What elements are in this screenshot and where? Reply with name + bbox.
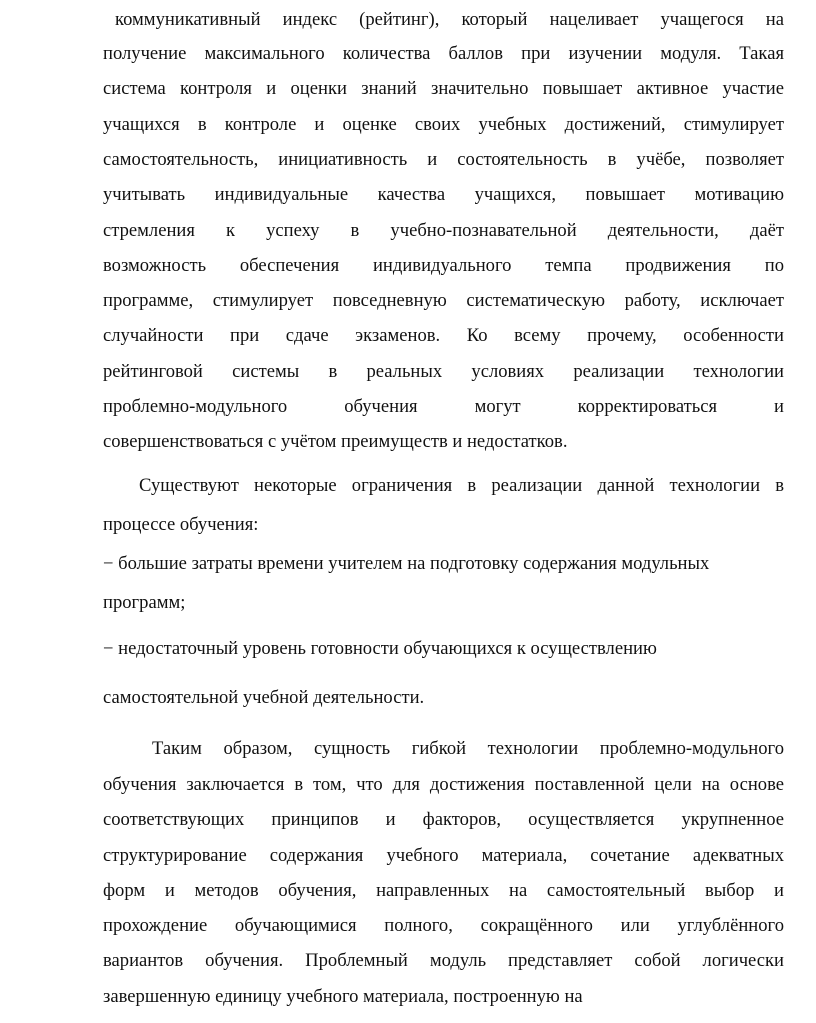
text-line: возможность обеспечения индивидуального темпа продвижения по: [103, 255, 784, 276]
text-line: форм и методов обучения, направленных на самостоятельный выбор и: [103, 880, 784, 901]
text-line: программ;: [103, 592, 186, 613]
text-line: учитывать индивидуальные качества учащихся, повышает мотивацию: [103, 184, 784, 205]
text-line: обучения заключается в том, что для достижения поставленной цели на основе: [103, 774, 784, 795]
text-line: процессе обучения:: [103, 514, 259, 535]
text-line: стремления к успеху в учебно-познавательной деятельности, даёт: [103, 220, 784, 241]
text-line: Таким образом, сущность гибкой технологии проблемно-модульного: [152, 738, 784, 759]
text-line: самостоятельной учебной деятельности.: [103, 687, 425, 708]
text-line: система контроля и оценки знаний значительно повышает активное участие: [103, 78, 784, 99]
text-line: рейтинговой системы в реальных условиях реализации технологии: [103, 361, 784, 382]
text-line: учащихся в контроле и оценке своих учебных достижений, стимулирует: [103, 114, 784, 135]
text-line: коммуникативный индекс (рейтинг), который нацеливает учащегося на: [115, 9, 784, 30]
text-line: самостоятельность, инициативность и состоятельность в учёбе, позволяет: [103, 149, 784, 170]
list-item: − недостаточный уровень готовности обучающихся к осуществлению: [103, 638, 657, 659]
text-line: проблемно-модульного обучения могут корректироваться и: [103, 396, 784, 417]
text-line: прохождение обучающимися полного, сокращённого или углублённого: [103, 915, 784, 936]
text-line: получение максимального количества баллов при изучении модуля. Такая: [103, 43, 784, 64]
list-item: − большие затраты времени учителем на подготовку содержания модульных: [103, 553, 710, 574]
text-line: соответствующих принципов и факторов, осуществляется укрупненное: [103, 809, 784, 830]
text-line: структурирование содержания учебного материала, сочетание адекватных: [103, 845, 784, 866]
text-line: программе, стимулирует повседневную систематическую работу, исключает: [103, 290, 784, 311]
text-line: Существуют некоторые ограничения в реализации данной технологии в: [139, 475, 784, 496]
text-line: случайности при сдаче экзаменов. Ко всему прочему, особенности: [103, 325, 784, 346]
text-line: совершенствоваться с учётом преимуществ и недостатков.: [103, 431, 568, 452]
text-line: вариантов обучения. Проблемный модуль представляет собой логически: [103, 950, 784, 971]
text-line: завершенную единицу учебного материала, построенную на: [103, 986, 583, 1007]
